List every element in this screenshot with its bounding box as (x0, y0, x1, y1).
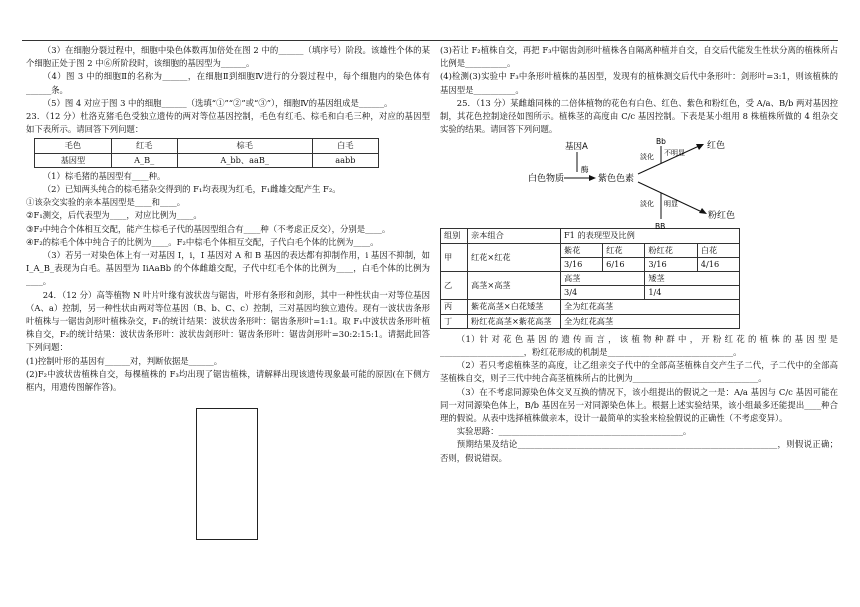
group-cell: 丁 (441, 314, 468, 328)
q25-expected-result: 预期结果及结论______________________________________________________________，则假说正确；否则，假说错误。 (440, 439, 838, 463)
enzyme-label: 酶 (581, 165, 589, 175)
group-cell: 丙 (441, 300, 468, 314)
q23-part2-1: ①该杂交实验的亲本基因型是____和____。 (26, 197, 186, 208)
gene-a-label: 基因A (565, 142, 588, 153)
phenotype-cell: 高茎 (561, 272, 645, 286)
ratio-cell: 4/16 (697, 257, 739, 271)
ratio-cell: 3/4 (561, 286, 645, 300)
cross-cell: 高茎×高茎 (468, 272, 561, 300)
table-header: 毛色 (35, 139, 112, 153)
answer-box[interactable] (196, 408, 258, 540)
q25-part1: （1）针 对 花 色 基 因 的 遗 传 而 言 ， 该 植 物 种 群 中 ， 开 粉 红 花 的 植 株 的 基 因 型 是 ____________________，粉红花形成的机制是______________________________。 (440, 333, 838, 358)
q24-part1: (1)控制叶形的基因有______对，判断依据是______。 (26, 355, 223, 366)
q25-part2: （2）若只考虑植株茎的高度，让乙组亲交子代中的全部高茎植株自交产生子二代，子二代中的全部高茎植株自交，则子三代中纯合高茎植株所占的比例为______________________________。 (440, 360, 838, 384)
table-cell: A_bb、aaB_ (177, 153, 312, 167)
not-obvious-label: 不明显 (664, 149, 685, 158)
q24-part2: (2)F₂中波状齿植株自交，每棵植株的 F₃均出现了锯齿植株，请解释出现该遗传现象最可能的原因(在下侧方框内，用遗传图解作答)。 (26, 368, 430, 393)
result-cell: 全为红花高茎 (561, 314, 740, 328)
q23-stem: 23．（12 分）杜洛克猪毛色受独立遗传的两对等位基因控制，毛色有红毛、棕毛和白毛三种，对应的基因型如下表所示。请回答下列问题： (26, 111, 430, 135)
q23-part1: （1）棕毛猪的基因型有____种。 (42, 170, 166, 181)
table-cell: 基因型 (35, 153, 112, 167)
q25-part3: （3）在不考虑同源染色体交叉互换的情况下，该小组提出的假说之一是：A/a 基因与 C/c 基因可能在同一对同源染色体上，B/b 基因在另一对同源染色体上。根据上述实验结果，该小组最多还能提出____种合理的假说。从表中选择植株做亲本，设计一最简单的实验来检验假说的正确性（不考虑变异）。 (440, 386, 838, 424)
ratio-cell: 3/16 (561, 257, 603, 271)
pink-label: 粉红色 (708, 211, 736, 222)
table-header: 亲本组合 (468, 229, 561, 243)
dilute-label-2: 淡化 (640, 200, 654, 209)
q23-part2-3: ③F₂中纯合个体相互交配，能产生棕毛子代的基因型组合有____种（不考虑正反交），分别是____。 (26, 223, 391, 234)
phenotype-cell: 粉红花 (645, 243, 697, 257)
left-column (26, 44, 430, 540)
cross-cell: 红花×红花 (468, 243, 561, 271)
phenotype-cell: 红花 (603, 243, 645, 257)
phenotype-cell: 白花 (697, 243, 739, 257)
table-header: 组别 (441, 229, 468, 243)
q22-part5: （5）图 4 对应于图 3 中的细胞______（选填“①”“②”或“③”），细胞Ⅳ的基因组成是______。 (42, 97, 393, 108)
white-substance-label: 白色物质 (528, 174, 565, 185)
table-cell: A_B_ (111, 153, 177, 167)
right-column (440, 44, 838, 465)
table-header: 红毛 (111, 139, 177, 153)
dilute-label: 淡化 (640, 153, 654, 162)
group-cell: 乙 (441, 272, 468, 300)
ratio-cell: 6/16 (603, 257, 645, 271)
table-cell: aabb (312, 153, 378, 167)
q24-stem: 24．（12 分）高等植物 N 叶片叶缘有波状齿与锯齿，叶形有条形和剑形，其中一种性状由一对等位基因（A、a）控制，另一种性状由两对等位基因（B、b、C、c）控制，三对基因均独立遗传。现有一波状齿条形叶植株与一锯齿剑形叶植株杂交，F₁的统计结果：波状齿条形叶：锯齿条形叶=1:1。取 F₁中波状齿条形叶植株自交，F₂的统计结果：波状齿条形叶：波状齿剑形叶：锯齿条形叶：锯齿剑形叶=30:2:15:1。请据此回答下列问题： (26, 289, 430, 353)
flower-color-pathway-diagram (440, 136, 838, 232)
q23-part3: （3）若另一对染色体上有一对基因 I，i，I 基因对 A 和 B 基因的表达都有抑制作用，i 基因不抑制，如 I_A_B_表现为白毛。基因型为 IiAaBb 的个体雌雄交配，子代中红毛个体的比例为____，白毛个体的比例为____。 (26, 250, 430, 287)
table-header: 棕毛 (177, 139, 312, 153)
group-cell: 甲 (441, 243, 468, 271)
q23-part2-4: ④F₂的棕毛个体中纯合子的比例为____。F₂中棕毛个体相互交配，子代白毛个体的比例为____。 (26, 236, 379, 247)
purple-pigment-label: 紫色色素 (598, 174, 635, 185)
ratio-cell: 1/4 (645, 286, 740, 300)
bb-label: Bb (656, 137, 666, 147)
phenotype-cell: 矮茎 (645, 272, 740, 286)
obvious-label: 明显 (664, 200, 678, 209)
ratio-cell: 3/16 (645, 257, 697, 271)
result-cell: 全为红花高茎 (561, 300, 740, 314)
q25-stem: 25．（13 分）某雌雄同株的二倍体植物的花色有白色、红色、紫色和粉红色，受 A/a、B/b 两对基因控制，其花色控制途径如图所示。植株茎的高度由 C/c 基因控制。下表是某小组用 8 株植株所做的 4 组杂交实验的结果。请回答下列问题。 (440, 97, 838, 135)
phenotype-cell: 紫花 (561, 243, 603, 257)
cross-cell: 粉红花高茎×紫花高茎 (468, 314, 561, 328)
red-label: 红色 (707, 141, 726, 152)
cross-cell: 紫花高茎×白花矮茎 (468, 300, 561, 314)
q23-part2-2: ②F₁测交，后代表型为____，对应比例为____。 (26, 210, 202, 221)
table-header: F1 的表现型及比例 (561, 229, 740, 243)
cross-results-table (440, 228, 740, 328)
q24-part4: (4)检测(3)实验中 F₃中条形叶植株的基因型，发现有的植株测交后代中条形叶：剑形叶=3:1，则该植株的基因型是__________。 (440, 71, 838, 95)
top-rule (22, 40, 838, 41)
q22-part3: （3）在细胞分裂过程中，细胞中染色体数再加倍处在图 2 中的______（填序号）阶段。该雄性个体的某个细胞正处于图 2 中⑥所阶段时，该细胞的基因型为______。 (26, 45, 430, 69)
q24-part3: (3)若让 F₂植株自交，再把 F₃中锯齿剑形叶植株各自隔离种植并自交，自交后代能发生性状分离的植株所占比例是__________。 (440, 45, 838, 69)
q22-part4: （4）图 3 中的细胞Ⅱ的名称为______，在细胞Ⅱ到细胞Ⅳ进行的分裂过程中，每个细胞内的染色体有______条。 (26, 71, 430, 95)
table-header: 白毛 (312, 139, 378, 153)
q23-part2: （2）已知两头纯合的棕毛猪杂交得到的 F₁均表现为红毛，F₁雌雄交配产生 F₂。 (42, 184, 341, 195)
q25-experiment-idea: 实验思路：____________________________________________。 (456, 426, 692, 437)
bb-upper-label: BB (655, 222, 666, 232)
coat-color-table (34, 138, 379, 167)
